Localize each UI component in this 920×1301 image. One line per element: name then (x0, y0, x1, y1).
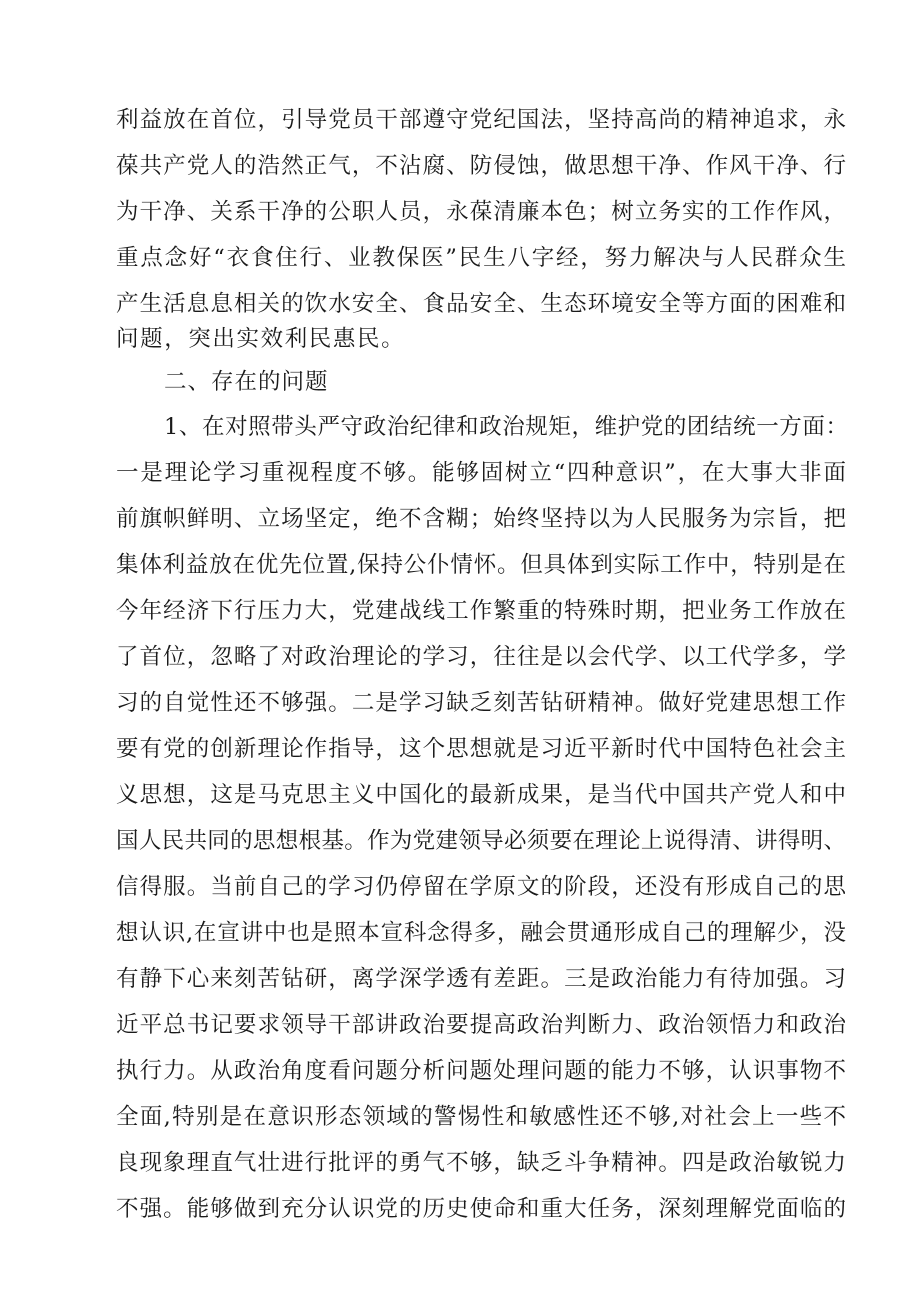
paragraph-line: 集体利益放在优先位置,保持公仆情怀。但具体到实际工作中，特别是在 (116, 552, 846, 578)
paragraph-line: 国人民共同的思想根基。作为党建领导必须要在理论上说得清、讲得明、 (116, 828, 846, 854)
paragraph-line: 问题，突出实效利民惠民。 (116, 326, 406, 352)
paragraph-line: 1、在对照带头严守政治纪律和政治规矩，维护党的团结统一方面： (164, 414, 848, 440)
paragraph-line: 近平总书记要求领导干部讲政治要提高政治判断力、政治领悟力和政治 (116, 1012, 846, 1038)
paragraph-line: 要有党的创新理论作指导，这个思想就是习近平新时代中国特色社会主 (116, 736, 846, 762)
paragraph-line: 一是理论学习重视程度不够。能够固树立“四种意识”，在大事大非面 (116, 460, 846, 486)
paragraph-line: 信得服。当前自己的学习仍停留在学原文的阶段，还没有形成自己的思 (116, 874, 846, 900)
paragraph-line: 前旗帜鲜明、立场坚定，绝不含糊；始终坚持以为人民服务为宗旨，把 (116, 506, 846, 532)
paragraph-line: 有静下心来刻苦钻研，离学深学透有差距。三是政治能力有待加强。习 (116, 966, 846, 992)
paragraph-line: 今年经济下行压力大，党建战线工作繁重的特殊时期，把业务工作放在 (116, 598, 846, 624)
paragraph-line: 利益放在首位，引导党员干部遵守党纪国法，坚持高尚的精神追求，永 (116, 107, 846, 133)
paragraph-line: 葆共产党人的浩然正气，不沾腐、防侵蚀，做思想干净、作风干净、行 (116, 153, 846, 179)
paragraph-line: 重点念好“衣食住行、业教保医”民生八字经，努力解决与人民群众生 (116, 245, 846, 271)
paragraph-line: 执行力。从政治角度看问题分析问题处理问题的能力不够，认识事物不 (116, 1058, 846, 1084)
paragraph-line: 为干净、关系干净的公职人员，永葆清廉本色；树立务实的工作作风， (116, 199, 846, 225)
paragraph-line: 良现象理直气壮进行批评的勇气不够，缺乏斗争精神。四是政治敏锐力 (116, 1150, 846, 1176)
paragraph-line: 产生活息息相关的饮水安全、食品安全、生态环境安全等方面的困难和 (116, 291, 846, 317)
paragraph-line: 义思想，这是马克思主义中国化的最新成果，是当代中国共产党人和中 (116, 782, 846, 808)
paragraph-line: 了首位，忽略了对政治理论的学习，往往是以会代学、以工代学多，学 (116, 644, 846, 670)
paragraph-line: 全面,特别是在意识形态领域的警惕性和敏感性还不够,对社会上一些不 (116, 1104, 846, 1130)
paragraph-line: 想认识,在宣讲中也是照本宣科念得多，融会贯通形成自己的理解少，没 (116, 920, 846, 946)
section-heading: 二、存在的问题 (164, 369, 329, 395)
paragraph-line: 不强。能够做到充分认识党的历史使命和重大任务，深刻理解党面临的 (116, 1196, 846, 1222)
paragraph-line: 习的自觉性还不够强。二是学习缺乏刻苦钻研精神。做好党建思想工作 (116, 690, 846, 716)
